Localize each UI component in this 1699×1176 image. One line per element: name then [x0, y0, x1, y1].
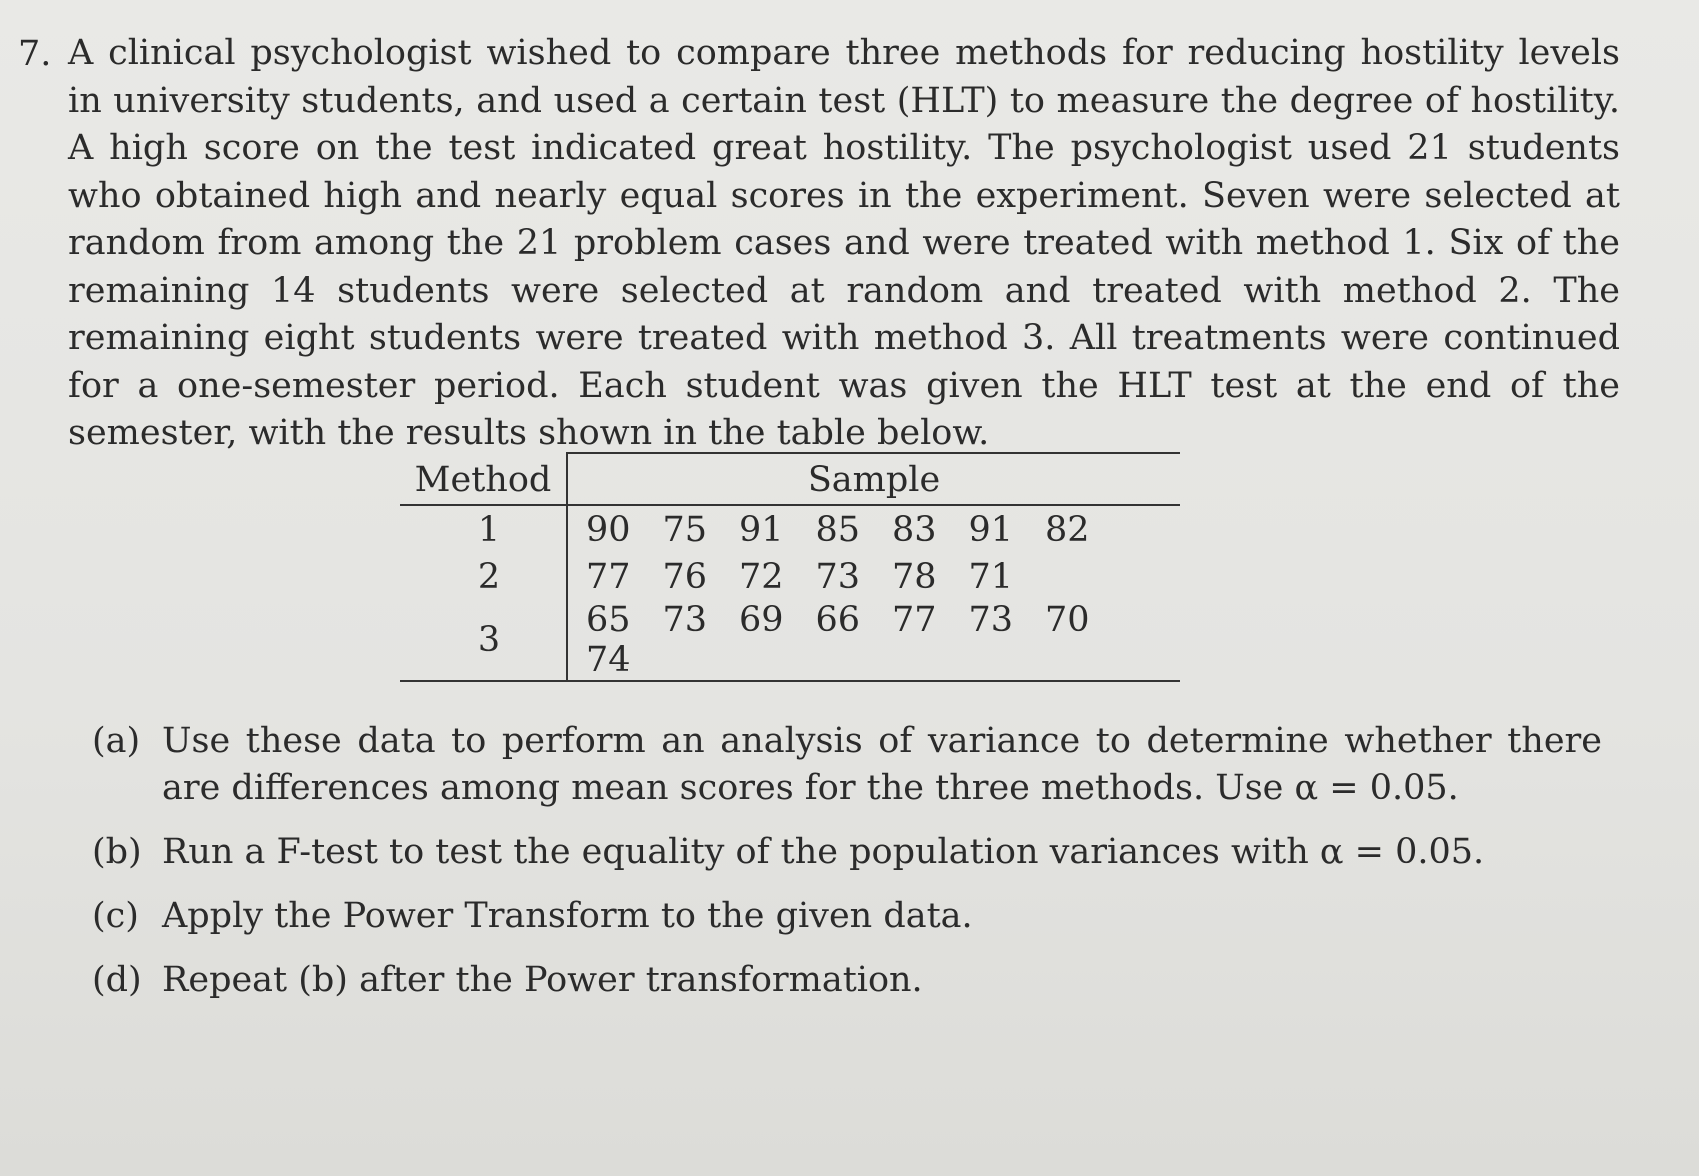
table-row	[400, 505, 1180, 553]
sample-value: 73	[662, 600, 708, 640]
sample-value: 76	[662, 556, 708, 597]
part-text: Repeat (b) after the Power transformation.	[162, 960, 923, 1000]
part-text: Apply the Power Transform to the given data.	[162, 896, 973, 936]
sample-column-header: Sample	[567, 453, 1180, 505]
sample-value: 82	[1045, 509, 1090, 550]
sample-values-cell	[567, 553, 1180, 600]
sample-value: 69	[739, 600, 784, 640]
method-column-header: Method	[400, 453, 567, 505]
question-parts	[92, 718, 1602, 1021]
question-part	[92, 718, 1602, 812]
sample-value: 91	[968, 509, 1014, 550]
method-cell: 2	[400, 553, 567, 600]
problem-number: 7.	[18, 34, 52, 74]
data-table	[400, 452, 1180, 682]
sample-value: 75	[662, 509, 708, 550]
question-part	[92, 957, 1602, 1004]
sample-value: 90	[586, 509, 631, 550]
sample-value: 83	[892, 509, 937, 550]
sample-value: 77	[586, 556, 631, 597]
question-part	[92, 893, 1602, 940]
sample-value: 66	[815, 600, 861, 640]
method-cell: 1	[400, 505, 567, 553]
table-row	[400, 600, 1180, 681]
part-text: Run a F-test to test the equality of the population variances with α = 0.05.	[162, 832, 1485, 872]
table-row	[400, 553, 1180, 600]
sample-value: 78	[892, 556, 937, 597]
sample-value: 65	[586, 600, 631, 640]
sample-value: 71	[968, 556, 1014, 597]
problem-text: A clinical psychologist wished to compare three methods for reducing hostility levels in university students, and used a certain test (HLT) to measure the degree of hostility. A high score on the test indicated great hostility. The psychologist used 21 students who obtained high and nearly equal scores in the experiment. Seven were selected at random from among the 21 problem cases and were treated with method 1. Six of the remaining 14 students were selected at random and treated with method 2. The remaining eight students were treated with method 3. All treatments were continued for a one-semester period. Each student was given the HLT test at the end of the semester, with the results shown in the table below.	[68, 33, 1620, 453]
sample-value: 73	[815, 556, 861, 597]
part-label: (d)	[92, 960, 142, 1000]
part-label: (c)	[92, 896, 139, 936]
sample-value: 85	[815, 509, 861, 550]
part-label: (b)	[92, 832, 142, 872]
part-label: (a)	[92, 721, 141, 761]
sample-value: 72	[739, 556, 784, 597]
sample-value: 77	[892, 600, 937, 640]
table-body	[400, 505, 1180, 681]
sample-values-cell	[567, 505, 1180, 553]
part-text: Use these data to perform an analysis of variance to determine whether there are differences among mean scores for the three methods. Use α = 0.05.	[162, 721, 1602, 808]
data-table-container	[400, 452, 1180, 682]
question-part	[92, 829, 1602, 876]
sample-value: 74	[586, 640, 631, 680]
method-cell: 3	[400, 600, 567, 681]
sample-value: 70	[1045, 600, 1090, 640]
sample-values-cell	[567, 600, 1180, 681]
sample-value: 73	[968, 600, 1014, 640]
sample-value: 91	[739, 509, 784, 550]
